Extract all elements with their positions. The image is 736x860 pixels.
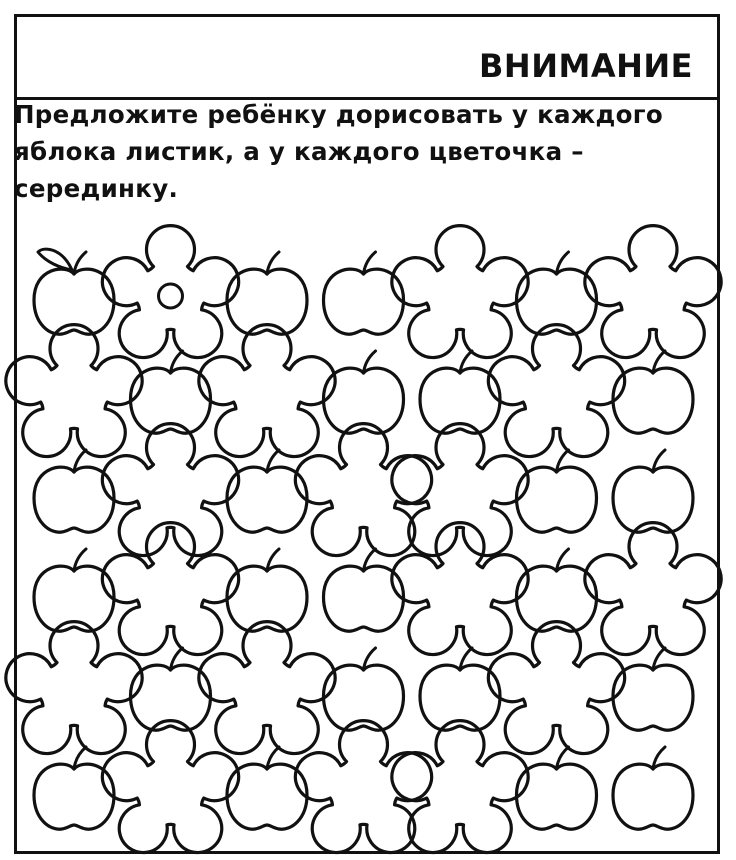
apple-icon [227,747,307,829]
apple-icon [613,351,693,433]
apple-icon [420,648,500,730]
apple-icon [227,549,307,631]
flower-icon [392,226,528,358]
apple-icon [517,450,597,532]
flower-example-icon [102,226,238,358]
apple-icon [324,549,404,631]
apple-icon [517,549,597,631]
flower-icon [585,226,721,358]
apple-icon [34,747,114,829]
apple-icon [324,351,404,433]
apple-icon [227,450,307,532]
apple-icon [34,450,114,532]
instruction-line: Предложите ребёнку дорисовать у каждого [14,100,663,129]
apple-icon [227,252,307,334]
apple-icon [34,549,114,631]
page-title: ВНИМАНИЕ [479,47,693,85]
apple-icon [517,747,597,829]
apple-icon [613,648,693,730]
apple-example-icon [34,249,114,334]
apple-icon [131,351,211,433]
apple-icon [324,252,404,334]
apple-icon [131,648,211,730]
apple-icon [420,351,500,433]
apple-icon [613,747,693,829]
instruction-line: яблока листик, а у каждого цветочка – [14,137,584,166]
apple-icon [517,252,597,334]
flower-icon [585,523,721,655]
apple-icon [324,648,404,730]
instruction-line: серединку. [14,174,179,203]
apple-icon [613,450,693,532]
